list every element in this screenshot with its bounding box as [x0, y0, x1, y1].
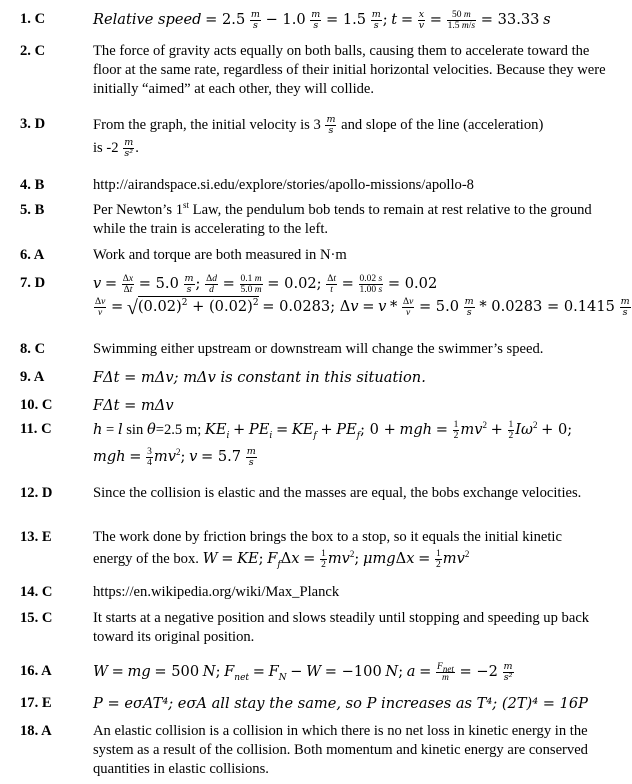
answer-text: FΔt = mΔv	[93, 397, 174, 414]
answer-text: It starts at a negative position and slows steadily until stopping and speeding up back toward its original position.	[93, 610, 590, 645]
answer-text: Swimming either upstream or downstream will change the swimmer’s speed.	[93, 341, 544, 357]
answer-text: Per Newton’s 1st Law, the pendulum bob tends to remain at rest relative to the ground while the train is accelerating to the left.	[93, 200, 592, 237]
answer-number: 16. A	[20, 663, 52, 679]
answer-number: 1. C	[20, 11, 46, 27]
answer-text: W = mg = 500 N; $F_{net} = F_N - W = -100$ N; a = $\frac{F_{net}}{m}$ = −2 $\frac{m}{\text{s²}}$	[93, 661, 513, 684]
answer-number: 2. C	[20, 43, 46, 59]
answer-number: 7. D	[20, 275, 46, 291]
answer-text: v = $\frac{\Delta x}{\Delta t}$ = 5.0 $\frac{m}{s}$ ; $\frac{\Delta d}{d}$ = $\frac{0.1 m}{5.0 m}$ = 0.02; $\frac{\Delta t}{t}$ = $\frac{0.02 s}{1.00 s}$ = 0.02 $\frac{\Delta v}{v}$ = $√(0.02)^2 + (0.02)^2 = 0.0283$; Δv = v * $\frac{\Delta v}{v}$ = 5.0 $\frac{m}{s}$ * 0.0283 = 0.1415 $\frac{m}{s}$	[93, 273, 630, 319]
answer-number: 3. D	[20, 116, 46, 132]
answer-text: FΔt = mΔv; mΔv is constant in this situation.	[93, 369, 426, 386]
answer-text: h = l sin θ=2.5 m; $KE_i + PE_i = KE_f + PE_f$; 0 + mgh = $\frac{1}{2}$ $mv^2$ + $\frac{1}{2}$ $I\omega^2 + 0$; mgh = $\frac{3}{4}$ $mv^2$; v = 5.7 $\frac{m}{s}$	[93, 420, 573, 469]
answer-number: 5. B	[20, 202, 45, 218]
answer-text: The force of gravity acts equally on both balls, causing them to accelerate toward the floor at the same rate, regardless of their initial horizontal velocities. Because they were initially “aimed” at each other, they will collide.	[93, 43, 606, 97]
answer-number: 18. A	[20, 723, 52, 739]
answer-number: 13. E	[20, 529, 52, 545]
answer-text: From the graph, the initial velocity is 3 $\frac{m}{s}$ and slope of the line (acceleration) is -2 $\frac{m}{\text{s²}}$ .	[93, 114, 544, 159]
answer-text: Relative speed = 2.5 $\frac{m}{s}$ − 1.0 $\frac{m}{s}$ = 1.5 $\frac{m}{s}$ ; t = $\frac{x}{v}$ = $\frac{50 m}{1.5 m/s}$ = 33.33 s	[93, 9, 551, 32]
answer-number: 10. C	[20, 397, 53, 413]
answer-number: 11. C	[20, 421, 52, 437]
answer-text: Work and torque are both measured in N·m	[93, 247, 347, 263]
answer-number: 4. B	[20, 177, 45, 193]
answer-number: 6. A	[20, 247, 45, 263]
answer-number: 8. C	[20, 341, 46, 357]
answer-number: 17. E	[20, 695, 52, 711]
answer-text: P = eσAT⁴; eσA all stay the same, so P increases as T⁴; (2T)⁴ = 16P	[93, 695, 588, 712]
answer-text: Since the collision is elastic and the masses are equal, the bobs exchange velocities.	[93, 485, 582, 501]
answer-text: The work done by friction brings the box to a stop, so it equals the initial kinetic energy of the box. W = KE; $F_f\Delta x$ = $\frac{1}{2}$ $mv^2$; μmgΔx = $\frac{1}{2}$ $mv^2$	[93, 529, 562, 571]
answer-number: 12. D	[20, 485, 53, 501]
answer-number: 9. A	[20, 369, 45, 385]
answer-link[interactable]: http://airandspace.si.edu/explore/stories/apollo-missions/apollo-8	[93, 177, 474, 193]
answer-text: An elastic collision is a collision in which there is no net loss in kinetic energy in the system as a result of the collision. Both momentum and kinetic energy are conserved quantities in elastic collisions.	[93, 723, 588, 777]
answer-number: 14. C	[20, 584, 53, 600]
answer-link[interactable]: https://en.wikipedia.org/wiki/Max_Planck	[93, 584, 340, 600]
answer-number: 15. C	[20, 610, 53, 626]
